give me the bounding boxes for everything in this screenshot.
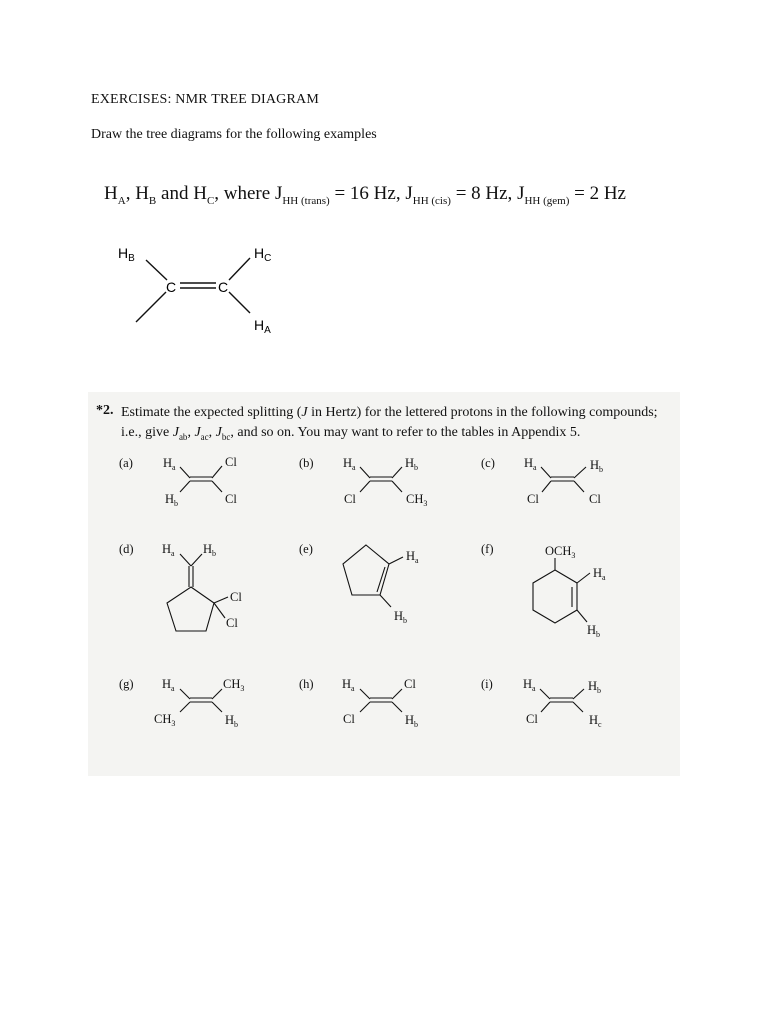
- e-hb: $H_b$: [394, 609, 408, 625]
- i-top-right: $H_b$: [588, 679, 602, 695]
- page-title: EXERCISES: NMR TREE DIAGRAM: [91, 92, 319, 107]
- a-bottom-right: Cl: [225, 492, 237, 506]
- f-hb: $H_b$: [587, 623, 601, 639]
- part-e-label: (e): [299, 542, 313, 556]
- b-bottom-right: $CH_3$: [406, 492, 428, 508]
- hb-label: $H_B$: [118, 245, 135, 264]
- i-bottom-left: Cl: [526, 712, 538, 726]
- g-bottom-right: $H_b$: [225, 713, 239, 729]
- compound-c: [481, 456, 603, 506]
- h-top-left: $H_a$: [342, 677, 355, 693]
- i-top-left: $H_a$: [523, 677, 536, 693]
- hc-label: $H_C$: [254, 245, 272, 264]
- part-d-label: (d): [119, 542, 134, 556]
- compound-a: [119, 455, 237, 508]
- carbon-2-label: C: [218, 279, 229, 295]
- b-top-left: $H_a$: [343, 456, 356, 472]
- compound-i: [481, 677, 602, 729]
- a-top-right: Cl: [225, 455, 237, 469]
- compound-e: [299, 542, 419, 625]
- b-top-right: $H_b$: [405, 456, 419, 472]
- h-bottom-left: Cl: [343, 712, 355, 726]
- part-f-label: (f): [481, 542, 494, 556]
- carbon-1-label: C: [166, 279, 177, 295]
- part-h-label: (h): [299, 677, 314, 691]
- problem2-text: Estimate the expected splitting (J in Hertz) for the lettered protons in the following compounds; i.e., give $J_{ab}$, $J_{ac}$, $J_{bc}$, and so on. You may want to refer to the tables in Appendix 5.: [121, 405, 658, 442]
- compound-b: [299, 456, 427, 508]
- d-hb: $H_b$: [203, 542, 217, 558]
- a-bottom-left: $H_b$: [165, 492, 179, 508]
- e-ha: $H_a$: [406, 549, 419, 565]
- ha-label: $H_A$: [254, 317, 271, 336]
- compound-f: [481, 542, 606, 639]
- compound-d: [119, 542, 242, 631]
- g-top-left: $H_a$: [162, 677, 175, 693]
- part-b-label: (b): [299, 456, 314, 470]
- compound-g: [119, 677, 244, 729]
- g-top-right: $CH_3$: [223, 677, 245, 693]
- c-top-right: $H_b$: [590, 458, 604, 474]
- h-top-right: Cl: [404, 677, 416, 691]
- h-bottom-right: $H_b$: [405, 713, 419, 729]
- c-bottom-left: Cl: [527, 492, 539, 506]
- d-cl2: Cl: [226, 616, 238, 630]
- f-ha: $H_a$: [593, 566, 606, 582]
- intro-text: Draw the tree diagrams for the following examples: [91, 127, 377, 142]
- compound-h: [299, 677, 418, 729]
- d-ha: $H_a$: [162, 542, 175, 558]
- part-a-label: (a): [119, 456, 133, 470]
- f-och3: $OCH_3$: [545, 544, 576, 560]
- d-cl1: Cl: [230, 590, 242, 604]
- b-bottom-left: Cl: [344, 492, 356, 506]
- i-bottom-right: $H_c$: [589, 713, 602, 729]
- a-top-left: $H_a$: [163, 456, 176, 472]
- c-bottom-right: Cl: [589, 492, 601, 506]
- part-i-label: (i): [481, 677, 493, 691]
- g-bottom-left: $CH_3$: [154, 712, 176, 728]
- part-c-label: (c): [481, 456, 495, 470]
- problem2-number: *2.: [96, 403, 114, 418]
- part-g-label: (g): [119, 677, 134, 691]
- coupling-constants-line: $H_A$, $H_B$ and $H_C$, where $J_{HH (trans)} = 16$ Hz, $J_{HH (cis)} = 8$ Hz, $J_{HH (gem)} = 2$ Hz: [104, 183, 626, 207]
- c-top-left: $H_a$: [524, 456, 537, 472]
